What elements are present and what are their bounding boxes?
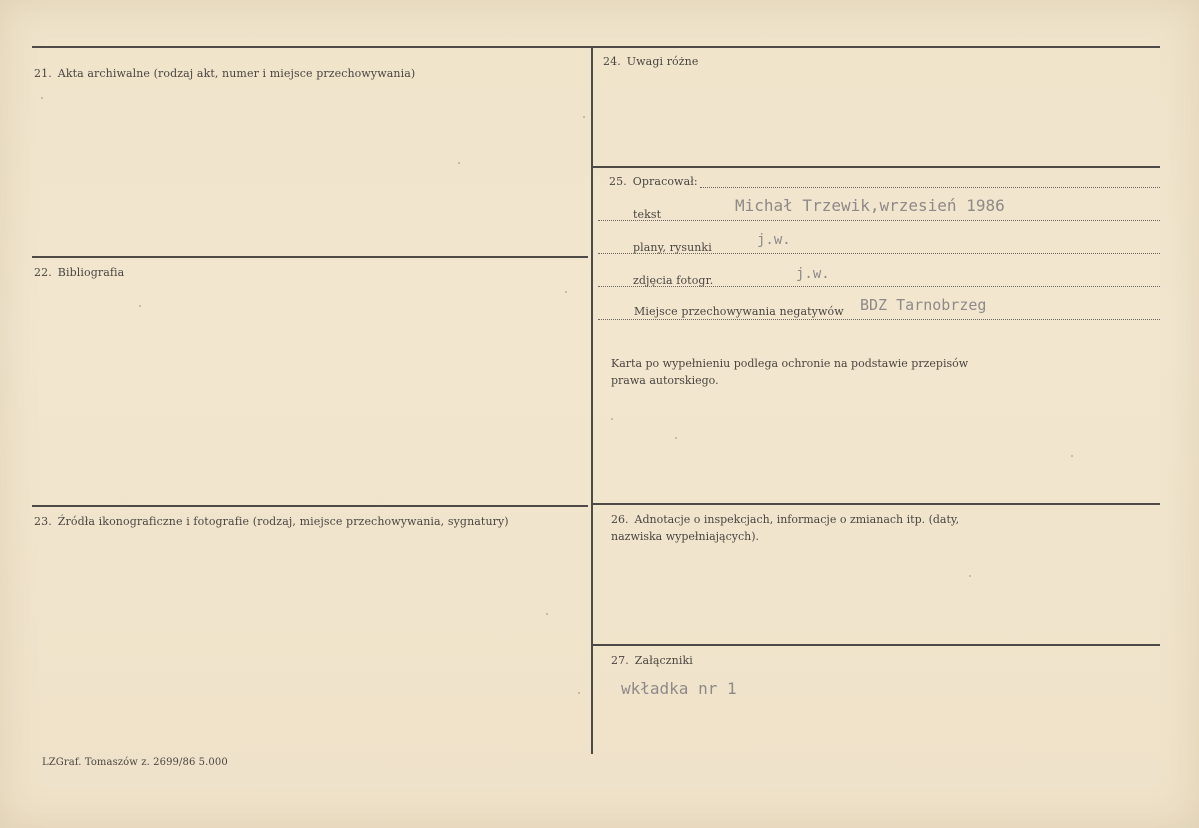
section-26-label xyxy=(611,511,959,545)
printer-imprint: LZGraf. Tomaszów z. 2699/86 5.000 xyxy=(42,757,228,768)
rule-21-22 xyxy=(32,256,588,258)
dotted-rule-4 xyxy=(598,319,1160,320)
paper-speck xyxy=(583,116,585,118)
paper-speck xyxy=(41,97,43,99)
rule-26-27 xyxy=(593,644,1160,646)
paper-speck xyxy=(565,291,567,293)
section-27-label xyxy=(611,654,693,667)
rule-25-26 xyxy=(593,503,1160,505)
copyright-note-line-2: prawa autorskiego. xyxy=(611,374,719,387)
section-25-title: Opracował: xyxy=(632,175,698,188)
paper-speck xyxy=(546,613,548,615)
section-21-title: Akta archiwalne (rodzaj akt, numer i miejsce przechowywania) xyxy=(57,67,416,80)
section-26-line-2: nazwiska wypełniających). xyxy=(611,530,760,543)
field-label-plans: plany, rysunki xyxy=(633,241,712,254)
section-26-line-1 xyxy=(611,511,959,528)
dotted-rule-1 xyxy=(598,220,1160,221)
center-divider xyxy=(591,46,593,754)
copyright-note-line-1: Karta po wypełnieniu podlega ochronie na podstawie przepisów xyxy=(611,357,969,370)
paper-speck xyxy=(139,305,141,307)
section-25-number: 25. xyxy=(609,175,627,188)
section-21-number: 21. xyxy=(34,67,52,80)
field-value-text: Michał Trzewik,wrzesień 1986 xyxy=(735,196,1005,215)
section-27-number: 27. xyxy=(611,654,629,667)
dotted-rule-0 xyxy=(700,187,1160,188)
copyright-note xyxy=(611,355,968,389)
section-24-label xyxy=(603,55,698,68)
attachments-value: wkładka nr 1 xyxy=(621,679,737,698)
field-value-negatives: BDZ Tarnobrzeg xyxy=(860,296,987,314)
dotted-rule-3 xyxy=(598,286,1160,287)
field-label-photos: zdjęcia fotogr. xyxy=(633,274,714,287)
section-23-label xyxy=(34,515,509,528)
section-26-number: 26. xyxy=(611,513,629,526)
section-27-title: Załączniki xyxy=(634,654,693,667)
field-value-photos: j.w. xyxy=(796,266,830,282)
dotted-rule-2 xyxy=(598,253,1160,254)
rule-24-25 xyxy=(593,166,1160,168)
section-26-title: Adnotacje o inspekcjach, informacje o zmianach itp. (daty, xyxy=(634,513,960,526)
paper-speck xyxy=(611,418,613,420)
top-rule xyxy=(32,46,1160,48)
rule-22-23 xyxy=(32,505,588,507)
section-22-title: Bibliografia xyxy=(57,266,125,279)
field-label-negatives: Miejsce przechowywania negatywów xyxy=(634,305,844,318)
paper-speck xyxy=(458,162,460,164)
field-value-plans: j.w. xyxy=(757,232,791,248)
section-22-number: 22. xyxy=(34,266,52,279)
section-24-title: Uwagi różne xyxy=(626,55,699,68)
section-22-label xyxy=(34,266,124,279)
section-23-title: Źródła ikonograficzne i fotografie (rodzaj, miejsce przechowywania, sygnatury) xyxy=(57,515,509,528)
paper-speck xyxy=(1071,455,1073,457)
section-21-label xyxy=(34,67,415,80)
section-25-label xyxy=(609,175,698,188)
section-23-number: 23. xyxy=(34,515,52,528)
field-label-text: tekst xyxy=(633,208,662,221)
paper-speck xyxy=(675,437,677,439)
paper-speck xyxy=(578,692,580,694)
section-24-number: 24. xyxy=(603,55,621,68)
paper-speck xyxy=(969,575,971,577)
